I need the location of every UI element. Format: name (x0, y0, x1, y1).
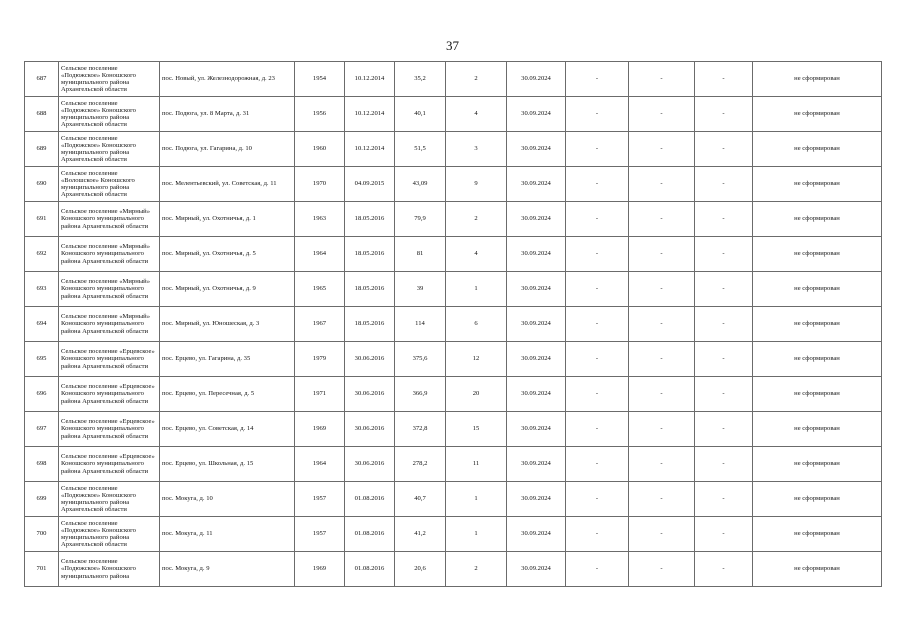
area-cell: 40,1 (395, 97, 446, 132)
address-cell: пос. Подюга, ул. Гагарина, д. 10 (160, 132, 295, 167)
residents-count-cell: 3 (446, 132, 507, 167)
dash-cell: - (629, 517, 695, 552)
dash-cell: - (566, 62, 629, 97)
area-cell: 79,9 (395, 202, 446, 237)
owner-text: Сельское поселение «Ерцевское» Коношского муниципального района Архангельской области (61, 383, 155, 405)
status-cell: не сформирован (753, 517, 882, 552)
residents-count-cell: 6 (446, 307, 507, 342)
term-date-cell: 30.09.2024 (507, 412, 566, 447)
dash-cell: - (566, 552, 629, 587)
date-cell: 04.09.2015 (345, 167, 395, 202)
owner-cell (59, 517, 160, 552)
owner-text: Сельское поселение «Мирный» Коношского муниципального района Архангельской области (61, 278, 150, 300)
area-cell: 20,6 (395, 552, 446, 587)
owner-cell (59, 377, 160, 412)
residents-count-cell: 4 (446, 97, 507, 132)
dash-cell: - (695, 552, 753, 587)
dash-cell: - (629, 167, 695, 202)
term-date-cell: 30.09.2024 (507, 167, 566, 202)
date-cell: 01.08.2016 (345, 482, 395, 517)
dash-cell: - (695, 202, 753, 237)
dash-cell: - (566, 307, 629, 342)
status-cell: не сформирован (753, 237, 882, 272)
dash-cell: - (629, 307, 695, 342)
owner-text: Сельское поселение «Подюжское» Коношского муниципального района (61, 558, 136, 580)
dash-cell: - (566, 342, 629, 377)
owner-cell (59, 552, 160, 587)
address-cell: пос. Мирный, ул. Юношеская, д. 3 (160, 307, 295, 342)
date-cell: 18.05.2016 (345, 307, 395, 342)
dash-cell: - (566, 272, 629, 307)
year-cell: 1954 (295, 62, 345, 97)
status-cell: не сформирован (753, 307, 882, 342)
address-cell: пос. Мирный, ул. Охотничья, д. 5 (160, 237, 295, 272)
owner-cell (59, 202, 160, 237)
dash-cell: - (695, 342, 753, 377)
term-date-cell: 30.09.2024 (507, 237, 566, 272)
address-cell: пос. Мокуга, д. 10 (160, 482, 295, 517)
date-cell: 10.12.2014 (345, 132, 395, 167)
owner-text: Сельское поселение «Подюжское» Коношского муниципального района Архангельской области (61, 99, 136, 129)
residents-count-cell: 2 (446, 62, 507, 97)
table-row (25, 202, 882, 237)
table-row (25, 272, 882, 307)
residents-count-cell: 11 (446, 447, 507, 482)
area-cell: 35,2 (395, 62, 446, 97)
owner-text: Сельское поселение «Подюжское» Коношского муниципального района Архангельской области (61, 519, 136, 549)
dash-cell: - (629, 342, 695, 377)
year-cell: 1965 (295, 272, 345, 307)
row-number: 695 (25, 342, 59, 377)
owner-text: Сельское поселение «Мирный» Коношского муниципального района Архангельской области (61, 208, 150, 230)
status-cell: не сформирован (753, 202, 882, 237)
residents-count-cell: 1 (446, 482, 507, 517)
row-number: 690 (25, 167, 59, 202)
date-cell: 10.12.2014 (345, 62, 395, 97)
area-cell: 366,9 (395, 377, 446, 412)
year-cell: 1971 (295, 377, 345, 412)
year-cell: 1956 (295, 97, 345, 132)
status-cell: не сформирован (753, 342, 882, 377)
table-row (25, 517, 882, 552)
owner-cell (59, 482, 160, 517)
dash-cell: - (695, 272, 753, 307)
table-row (25, 167, 882, 202)
row-number: 700 (25, 517, 59, 552)
address-cell: пос. Подюга, ул. 8 Марта, д. 31 (160, 97, 295, 132)
dash-cell: - (695, 412, 753, 447)
address-cell: пос. Мирный, ул. Охотничья, д. 1 (160, 202, 295, 237)
dash-cell: - (629, 552, 695, 587)
dash-cell: - (629, 377, 695, 412)
area-cell: 40,7 (395, 482, 446, 517)
dash-cell: - (629, 272, 695, 307)
term-date-cell: 30.09.2024 (507, 132, 566, 167)
table-body (25, 62, 882, 587)
term-date-cell: 30.09.2024 (507, 97, 566, 132)
dash-cell: - (566, 517, 629, 552)
table-row (25, 342, 882, 377)
page-number: 37 (446, 38, 459, 53)
row-number: 701 (25, 552, 59, 587)
owner-text: Сельское поселение «Подюжское» Коношского муниципального района Архангельской области (61, 64, 136, 94)
row-number: 696 (25, 377, 59, 412)
dash-cell: - (566, 482, 629, 517)
year-cell: 1970 (295, 167, 345, 202)
owner-text: Сельское поселение «Подюжское» Коношского муниципального района Архангельской области (61, 484, 136, 514)
year-cell: 1957 (295, 517, 345, 552)
dash-cell: - (695, 237, 753, 272)
row-number: 693 (25, 272, 59, 307)
table-row (25, 307, 882, 342)
area-cell: 43,09 (395, 167, 446, 202)
status-cell: не сформирован (753, 132, 882, 167)
owner-cell (59, 132, 160, 167)
year-cell: 1969 (295, 552, 345, 587)
term-date-cell: 30.09.2024 (507, 62, 566, 97)
residents-count-cell: 2 (446, 202, 507, 237)
area-cell: 51,5 (395, 132, 446, 167)
dash-cell: - (695, 377, 753, 412)
dash-cell: - (629, 447, 695, 482)
table-row (25, 97, 882, 132)
status-cell: не сформирован (753, 447, 882, 482)
term-date-cell: 30.09.2024 (507, 552, 566, 587)
owner-cell (59, 97, 160, 132)
row-number: 687 (25, 62, 59, 97)
year-cell: 1979 (295, 342, 345, 377)
owner-text: Сельское поселение «Ерцевское» Коношского муниципального района Архангельской области (61, 418, 155, 440)
row-number: 694 (25, 307, 59, 342)
date-cell: 30.06.2016 (345, 447, 395, 482)
owner-text: Сельское поселение «Мирный» Коношского муниципального района Архангельской области (61, 243, 150, 265)
year-cell: 1964 (295, 447, 345, 482)
owner-cell (59, 62, 160, 97)
year-cell: 1969 (295, 412, 345, 447)
date-cell: 30.06.2016 (345, 342, 395, 377)
dash-cell: - (629, 97, 695, 132)
row-number: 698 (25, 447, 59, 482)
row-number: 699 (25, 482, 59, 517)
owner-cell (59, 412, 160, 447)
residents-count-cell: 1 (446, 517, 507, 552)
table-row (25, 377, 882, 412)
dash-cell: - (566, 377, 629, 412)
dash-cell: - (695, 97, 753, 132)
residents-count-cell: 1 (446, 272, 507, 307)
dash-cell: - (629, 202, 695, 237)
area-cell: 372,8 (395, 412, 446, 447)
status-cell: не сформирован (753, 412, 882, 447)
status-cell: не сформирован (753, 62, 882, 97)
row-number: 697 (25, 412, 59, 447)
dash-cell: - (566, 202, 629, 237)
residents-count-cell: 15 (446, 412, 507, 447)
dash-cell: - (566, 97, 629, 132)
row-number: 689 (25, 132, 59, 167)
dash-cell: - (695, 447, 753, 482)
status-cell: не сформирован (753, 482, 882, 517)
table-row (25, 412, 882, 447)
table-row (25, 482, 882, 517)
row-number: 688 (25, 97, 59, 132)
address-cell: пос. Мокуга, д. 9 (160, 552, 295, 587)
dash-cell: - (695, 167, 753, 202)
owner-cell (59, 342, 160, 377)
term-date-cell: 30.09.2024 (507, 377, 566, 412)
dash-cell: - (629, 237, 695, 272)
status-cell: не сформирован (753, 272, 882, 307)
owner-cell (59, 237, 160, 272)
address-cell: пос. Мелентьевский, ул. Советская, д. 11 (160, 167, 295, 202)
area-cell: 278,2 (395, 447, 446, 482)
year-cell: 1957 (295, 482, 345, 517)
dash-cell: - (566, 412, 629, 447)
address-cell: пос. Мокуга, д. 11 (160, 517, 295, 552)
date-cell: 01.08.2016 (345, 552, 395, 587)
date-cell: 18.05.2016 (345, 202, 395, 237)
address-cell: пос. Новый, ул. Железнодорожная, д. 23 (160, 62, 295, 97)
dash-cell: - (695, 62, 753, 97)
owner-cell (59, 307, 160, 342)
date-cell: 10.12.2014 (345, 97, 395, 132)
year-cell: 1963 (295, 202, 345, 237)
owner-text: Сельское поселение «Ерцевское» Коношского муниципального района Архангельской области (61, 348, 155, 370)
year-cell: 1960 (295, 132, 345, 167)
residents-count-cell: 12 (446, 342, 507, 377)
year-cell: 1964 (295, 237, 345, 272)
area-cell: 375,6 (395, 342, 446, 377)
dash-cell: - (695, 482, 753, 517)
year-cell: 1967 (295, 307, 345, 342)
status-cell: не сформирован (753, 97, 882, 132)
date-cell: 30.06.2016 (345, 377, 395, 412)
area-cell: 39 (395, 272, 446, 307)
address-cell: пос. Ерцево, ул. Гагарина, д. 35 (160, 342, 295, 377)
term-date-cell: 30.09.2024 (507, 447, 566, 482)
address-cell: пос. Мирный, ул. Охотничья, д. 9 (160, 272, 295, 307)
residents-count-cell: 4 (446, 237, 507, 272)
owner-text: Сельское поселение «Мирный» Коношского муниципального района Архангельской области (61, 313, 150, 335)
owner-cell (59, 167, 160, 202)
residents-count-cell: 9 (446, 167, 507, 202)
term-date-cell: 30.09.2024 (507, 202, 566, 237)
area-cell: 81 (395, 237, 446, 272)
row-number: 692 (25, 237, 59, 272)
term-date-cell: 30.09.2024 (507, 272, 566, 307)
dash-cell: - (566, 167, 629, 202)
term-date-cell: 30.09.2024 (507, 482, 566, 517)
housing-registry-table (24, 61, 882, 587)
status-cell: не сформирован (753, 167, 882, 202)
row-number: 691 (25, 202, 59, 237)
term-date-cell: 30.09.2024 (507, 307, 566, 342)
dash-cell: - (566, 132, 629, 167)
residents-count-cell: 20 (446, 377, 507, 412)
owner-text: Сельское поселение «Волошское» Коношского муниципального района Архангельской области (61, 169, 135, 199)
dash-cell: - (629, 482, 695, 517)
table-row (25, 447, 882, 482)
owner-cell (59, 272, 160, 307)
address-cell: пос. Ерцево, ул. Школьная, д. 15 (160, 447, 295, 482)
table-row (25, 62, 882, 97)
address-cell: пос. Ерцево, ул. Пересечная, д. 5 (160, 377, 295, 412)
status-cell: не сформирован (753, 377, 882, 412)
dash-cell: - (695, 517, 753, 552)
table-row (25, 237, 882, 272)
term-date-cell: 30.09.2024 (507, 342, 566, 377)
owner-text: Сельское поселение «Подюжское» Коношского муниципального района Архангельской области (61, 134, 136, 164)
owner-text: Сельское поселение «Ерцевское» Коношского муниципального района Архангельской области (61, 453, 155, 475)
area-cell: 41,2 (395, 517, 446, 552)
status-cell: не сформирован (753, 552, 882, 587)
dash-cell: - (629, 412, 695, 447)
term-date-cell: 30.09.2024 (507, 517, 566, 552)
date-cell: 18.05.2016 (345, 272, 395, 307)
dash-cell: - (695, 132, 753, 167)
date-cell: 01.08.2016 (345, 517, 395, 552)
dash-cell: - (695, 307, 753, 342)
owner-cell (59, 447, 160, 482)
dash-cell: - (629, 132, 695, 167)
residents-count-cell: 2 (446, 552, 507, 587)
table-row (25, 132, 882, 167)
date-cell: 18.05.2016 (345, 237, 395, 272)
dash-cell: - (566, 447, 629, 482)
date-cell: 30.06.2016 (345, 412, 395, 447)
area-cell: 114 (395, 307, 446, 342)
dash-cell: - (629, 62, 695, 97)
table-row (25, 552, 882, 587)
dash-cell: - (566, 237, 629, 272)
address-cell: пос. Ерцево, ул. Советская, д. 14 (160, 412, 295, 447)
